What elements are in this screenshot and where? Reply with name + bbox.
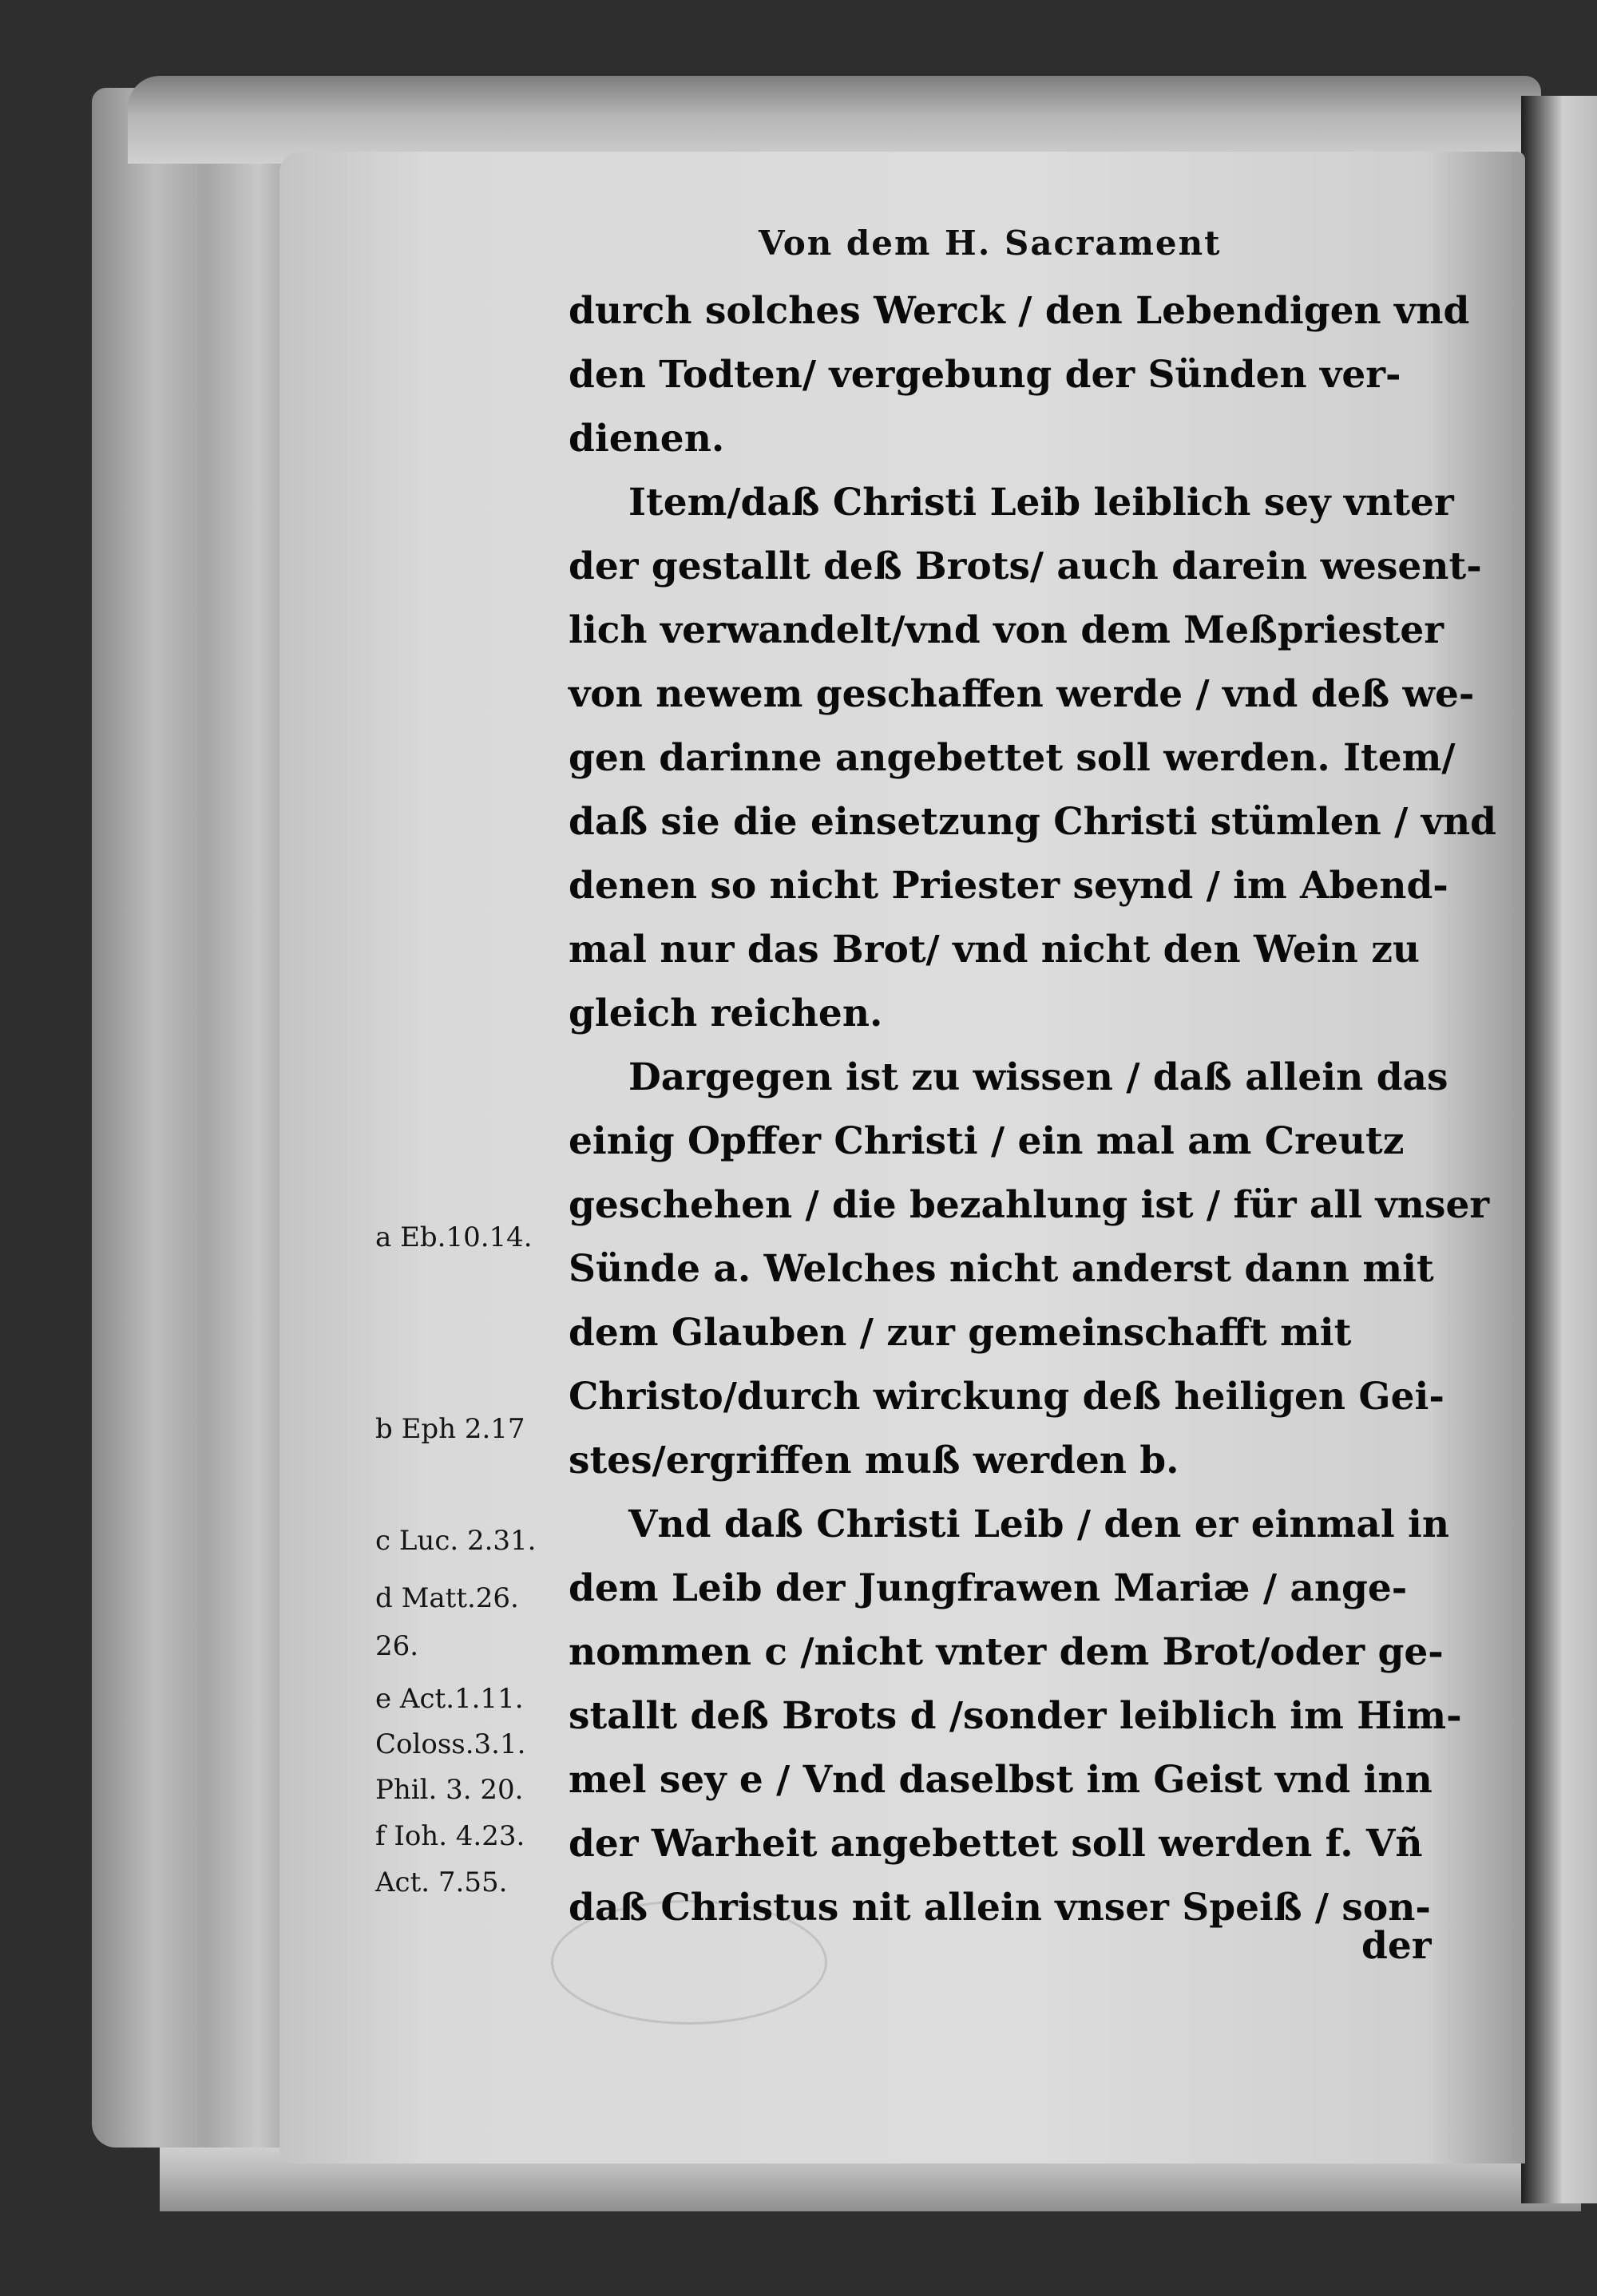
text-line: stes/ergriffen muß werden b. xyxy=(569,1439,1179,1483)
text-line: Vnd daß Christi Leib / den er einmal in xyxy=(628,1502,1450,1546)
text-line: Item/daß Christi Leib leiblich sey vnter xyxy=(628,481,1454,525)
text-line: lich verwandelt/vnd von dem Meßpriester xyxy=(569,608,1444,652)
text-line: der gestallt deß Brots/ auch darein wesent- xyxy=(569,544,1482,588)
text-line: Christo/durch wirckung deß heiligen Gei- xyxy=(569,1375,1444,1419)
margin-note: f Ioh. 4.23. xyxy=(375,1820,525,1852)
text-line: den Todten/ vergebung der Sünden ver- xyxy=(569,353,1401,397)
text-line: dienen. xyxy=(569,417,725,461)
text-line: durch solches Werck / den Lebendigen vnd xyxy=(569,289,1470,333)
book-block-left-edge xyxy=(92,88,299,2148)
text-line: einig Opffer Christi / ein mal am Creutz xyxy=(569,1119,1405,1163)
text-line: Sünde a. Welches nicht anderst dann mit xyxy=(569,1247,1434,1291)
facing-page-edge xyxy=(1521,96,1597,2203)
text-line: von newem geschaffen werde / vnd deß we- xyxy=(569,672,1475,716)
margin-note: c Luc. 2.31. xyxy=(375,1525,537,1557)
main-text-block xyxy=(569,279,1497,1940)
margin-note: Act. 7.55. xyxy=(375,1866,508,1898)
margin-note: a Eb.10.14. xyxy=(375,1221,533,1253)
margin-note: b Eph 2.17 xyxy=(375,1413,525,1445)
margin-note: Phil. 3. 20. xyxy=(375,1774,524,1806)
running-head: Von dem H. Sacrament xyxy=(759,224,1222,263)
text-line: nommen c /nicht vnter dem Brot/oder ge- xyxy=(569,1630,1444,1674)
text-line: stallt deß Brots d /sonder leiblich im Him- xyxy=(569,1694,1462,1738)
catchword: der xyxy=(1361,1924,1432,1968)
text-line: geschehen / die bezahlung ist / für all vnser xyxy=(569,1183,1490,1227)
book-block-top-edge xyxy=(128,76,1541,164)
margin-note: 26. xyxy=(375,1630,419,1662)
text-line: mal nur das Brot/ vnd nicht den Wein zu xyxy=(569,928,1421,972)
text-line: Dargegen ist zu wissen / daß allein das xyxy=(628,1055,1448,1099)
margin-note: Coloss.3.1. xyxy=(375,1728,526,1760)
text-line: dem Leib der Jungfrawen Mariæ / ange- xyxy=(569,1566,1408,1610)
margin-note: e Act.1.11. xyxy=(375,1683,524,1715)
text-line: denen so nicht Priester seynd / im Abend- xyxy=(569,864,1448,908)
text-line: daß sie die einsetzung Christi stümlen / vnd xyxy=(569,800,1497,844)
text-line: gen darinne angebettet soll werden. Item/ xyxy=(569,736,1456,780)
text-line: daß Christus nit allein vnser Speiß / son- xyxy=(569,1886,1431,1930)
text-line: der Warheit angebettet soll werden f. Vñ xyxy=(569,1822,1423,1866)
text-line: mel sey e / Vnd daselbst im Geist vnd inn xyxy=(569,1758,1433,1802)
text-line: gleich reichen. xyxy=(569,992,883,1035)
margin-note: d Matt.26. xyxy=(375,1582,519,1614)
text-line: dem Glauben / zur gemeinschafft mit xyxy=(569,1311,1352,1355)
